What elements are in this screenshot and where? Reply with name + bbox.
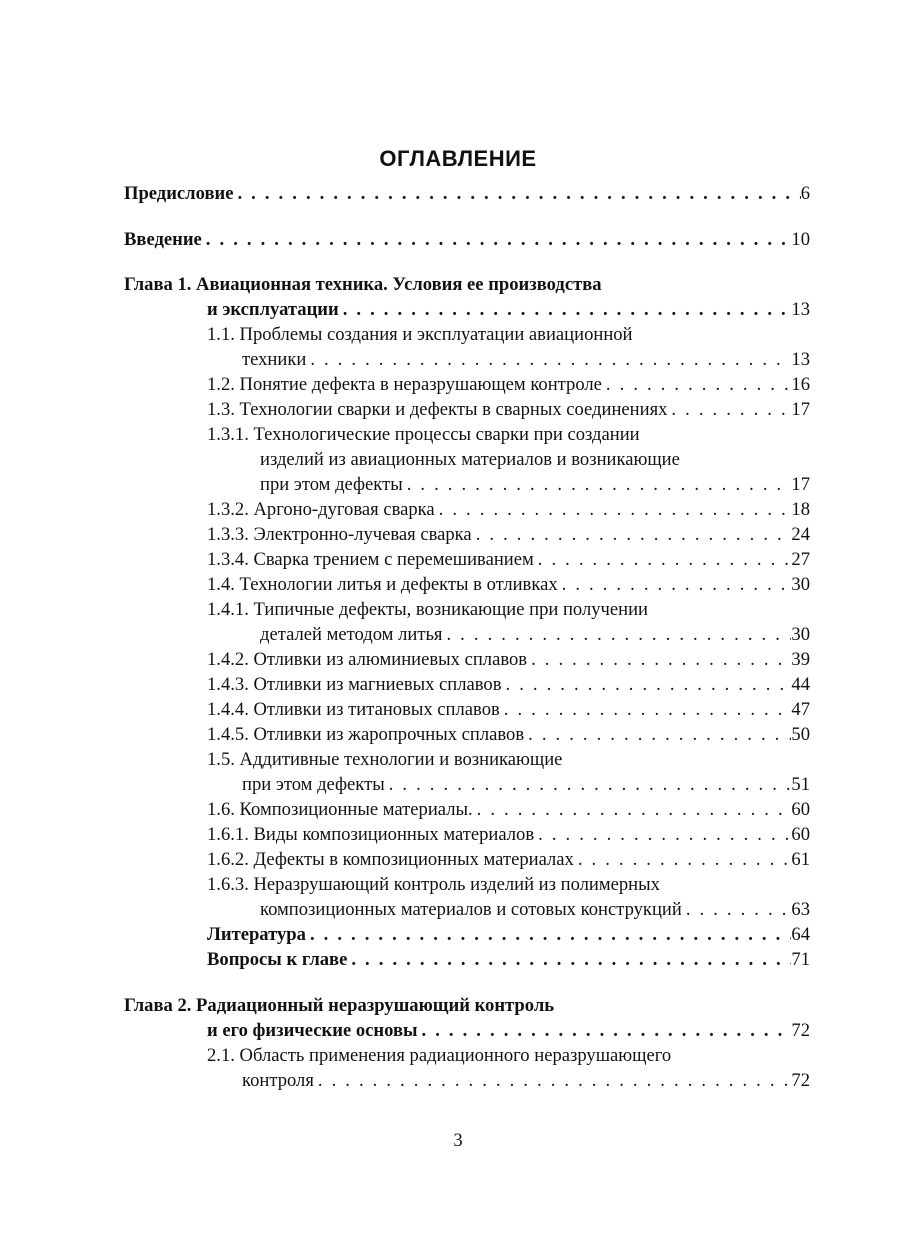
toc-section-1-6-3[interactable]	[0, 897, 916, 922]
toc-entry-text: 1.6. Композиционные материалы.	[207, 799, 473, 820]
leader-dots	[418, 1018, 792, 1043]
toc-entry-text: 2.1. Область применения радиационного неразрушающего	[207, 1045, 672, 1066]
toc-entry-page: 24	[791, 524, 810, 545]
leader-dots	[347, 947, 791, 972]
toc-entry-text: Литература	[207, 924, 306, 945]
toc-section-1-1-heading[interactable]	[0, 322, 916, 347]
toc-entry-page: 44	[791, 674, 810, 695]
toc-entry-text: 1.6.1. Виды композиционных материалов	[207, 824, 535, 845]
toc-section-2-1-heading[interactable]	[0, 1043, 916, 1068]
leader-dots	[385, 772, 792, 797]
toc-entry-page: 27	[791, 549, 810, 570]
toc-chapter-2-heading[interactable]	[0, 993, 916, 1018]
toc-entry-references[interactable]	[0, 922, 916, 947]
page-number: 3	[453, 1130, 463, 1151]
toc-entry-page: 64	[791, 924, 810, 945]
toc-section-1-2[interactable]	[0, 372, 916, 397]
toc-entry-page: 18	[791, 499, 810, 520]
leader-dots	[524, 722, 791, 747]
toc-entry-text: 1.4. Технологии литья и дефекты в отливках	[207, 574, 558, 595]
leader-dots	[500, 697, 792, 722]
toc-entry-page: 47	[791, 699, 810, 720]
toc-entry-page: 30	[791, 624, 810, 645]
toc-entry-text: 1.6.3. Неразрушающий контроль изделий из полимерных	[207, 874, 660, 895]
toc-entry-text: и его физические основы	[207, 1020, 418, 1041]
toc-section-1-6-2[interactable]	[0, 847, 916, 872]
toc-entry-text: 1.2. Понятие дефекта в неразрушающем контроле	[207, 374, 602, 395]
leader-dots	[306, 347, 791, 372]
toc-entry-page: 63	[791, 899, 810, 920]
toc-entry-text: 1.4.1. Типичные дефекты, возникающие при получении	[207, 599, 649, 620]
toc-entry-text: Предисловие	[124, 183, 234, 204]
toc-section-1-3-2[interactable]	[0, 497, 916, 522]
toc-entry-text: 1.3.3. Электронно-лучевая сварка	[207, 524, 472, 545]
leader-dots	[574, 847, 792, 872]
toc-entry-text: Вопросы к главе	[207, 949, 348, 970]
toc-entry-page: 6	[800, 183, 810, 204]
leader-dots	[527, 647, 791, 672]
toc-entry-page: 17	[791, 399, 810, 420]
toc-entry-page: 13	[791, 299, 810, 320]
toc-entry-intro[interactable]	[0, 227, 916, 252]
toc-entry-text: деталей методом литья	[260, 624, 443, 645]
leader-dots	[339, 297, 792, 322]
toc-entry-text: 1.1. Проблемы создания и эксплуатации авиационной	[207, 324, 633, 345]
leader-dots	[534, 822, 791, 847]
toc-section-2-1[interactable]	[0, 1068, 916, 1093]
toc-section-1-4-1[interactable]	[0, 622, 916, 647]
toc-section-1-5-heading[interactable]	[0, 747, 916, 772]
toc-section-1-4-4[interactable]	[0, 697, 916, 722]
toc-section-1-3-3[interactable]	[0, 522, 916, 547]
toc-entry-page: 61	[791, 849, 810, 870]
toc-section-1-4-1-heading[interactable]	[0, 597, 916, 622]
leader-dots	[233, 181, 800, 206]
toc-chapter-2[interactable]	[0, 1018, 916, 1043]
toc-entry-text: 1.6.2. Дефекты в композиционных материалах	[207, 849, 574, 870]
toc-section-1-6[interactable]	[0, 797, 916, 822]
toc-entry-page: 10	[791, 229, 810, 250]
toc-section-1-4-3[interactable]	[0, 672, 916, 697]
toc-entry-questions[interactable]	[0, 947, 916, 972]
toc-entry-text: Введение	[124, 229, 202, 250]
leader-dots	[682, 897, 792, 922]
toc-entry-page: 17	[791, 474, 810, 495]
toc-entry-text: 1.3.4. Сварка трением с перемешиванием	[207, 549, 534, 570]
leader-dots	[502, 672, 792, 697]
toc-entry-text: Глава 1. Авиационная техника. Условия ее производства	[124, 274, 602, 295]
leader-dots	[473, 797, 792, 822]
toc-entry-page: 60	[791, 799, 810, 820]
leader-dots	[472, 522, 792, 547]
toc-entry-text: 1.3.2. Аргоно-дуговая сварка	[207, 499, 435, 520]
toc-entry-page: 72	[791, 1070, 810, 1091]
toc-entry-preface[interactable]	[0, 181, 916, 206]
toc-entry-text: контроля	[242, 1070, 314, 1091]
toc-chapter-1[interactable]	[0, 297, 916, 322]
toc-entry-page: 16	[791, 374, 810, 395]
toc-entry-text: 1.3.1. Технологические процессы сварки при создании	[207, 424, 640, 445]
toc-section-1-3-1[interactable]	[0, 472, 916, 497]
toc-entry-page: 13	[791, 349, 810, 370]
leader-dots	[442, 622, 791, 647]
toc-entry-page: 30	[791, 574, 810, 595]
leader-dots	[202, 227, 792, 252]
toc-entry-page: 72	[791, 1020, 810, 1041]
leader-dots	[558, 572, 792, 597]
toc-entry-text: при этом дефекты	[260, 474, 403, 495]
toc-section-1-5[interactable]	[0, 772, 916, 797]
toc-section-1-4-2[interactable]	[0, 647, 916, 672]
toc-section-1-1[interactable]	[0, 347, 916, 372]
toc-entry-page: 60	[791, 824, 810, 845]
toc-entry-page: 71	[791, 949, 810, 970]
toc-entry-text: Глава 2. Радиационный неразрушающий контроль	[124, 995, 555, 1016]
toc-section-1-3-1-continued[interactable]	[0, 447, 916, 472]
leader-dots	[314, 1068, 792, 1093]
page-title: ОГЛАВЛЕНИЕ	[379, 146, 537, 171]
leader-dots	[306, 922, 791, 947]
toc-entry-page: 51	[791, 774, 810, 795]
toc-entry-page: 50	[791, 724, 810, 745]
toc-section-1-4-5[interactable]	[0, 722, 916, 747]
toc-section-1-6-3-heading[interactable]	[0, 872, 916, 897]
toc-entry-text: композиционных материалов и сотовых конструкций	[260, 899, 682, 920]
toc-section-1-3[interactable]	[0, 397, 916, 422]
toc-entry-page: 39	[791, 649, 810, 670]
toc-entry-text: изделий из авиационных материалов и возникающие	[260, 449, 680, 470]
leader-dots	[435, 497, 792, 522]
toc-entry-text: 1.4.4. Отливки из титановых сплавов	[207, 699, 500, 720]
toc-section-1-3-1-heading[interactable]	[0, 422, 916, 447]
leader-dots	[602, 372, 791, 397]
toc-section-1-3-4[interactable]	[0, 547, 916, 572]
toc-section-1-4[interactable]	[0, 572, 916, 597]
leader-dots	[667, 397, 791, 422]
leader-dots	[403, 472, 792, 497]
toc-entry-text: 1.4.2. Отливки из алюминиевых сплавов	[207, 649, 528, 670]
toc-entry-text: 1.4.3. Отливки из магниевых сплавов	[207, 674, 502, 695]
toc-chapter-1-heading[interactable]	[0, 272, 916, 297]
toc-entry-text: и эксплуатации	[207, 299, 339, 320]
toc-section-1-6-1[interactable]	[0, 822, 916, 847]
toc-entry-text: 1.5. Аддитивные технологии и возникающие	[207, 749, 563, 770]
toc-entry-text: техники	[242, 349, 307, 370]
toc-entry-text: при этом дефекты	[242, 774, 385, 795]
leader-dots	[534, 547, 792, 572]
toc-entry-text: 1.3. Технологии сварки и дефекты в сварных соединениях	[207, 399, 668, 420]
toc-entry-text: 1.4.5. Отливки из жаропрочных сплавов	[207, 724, 525, 745]
